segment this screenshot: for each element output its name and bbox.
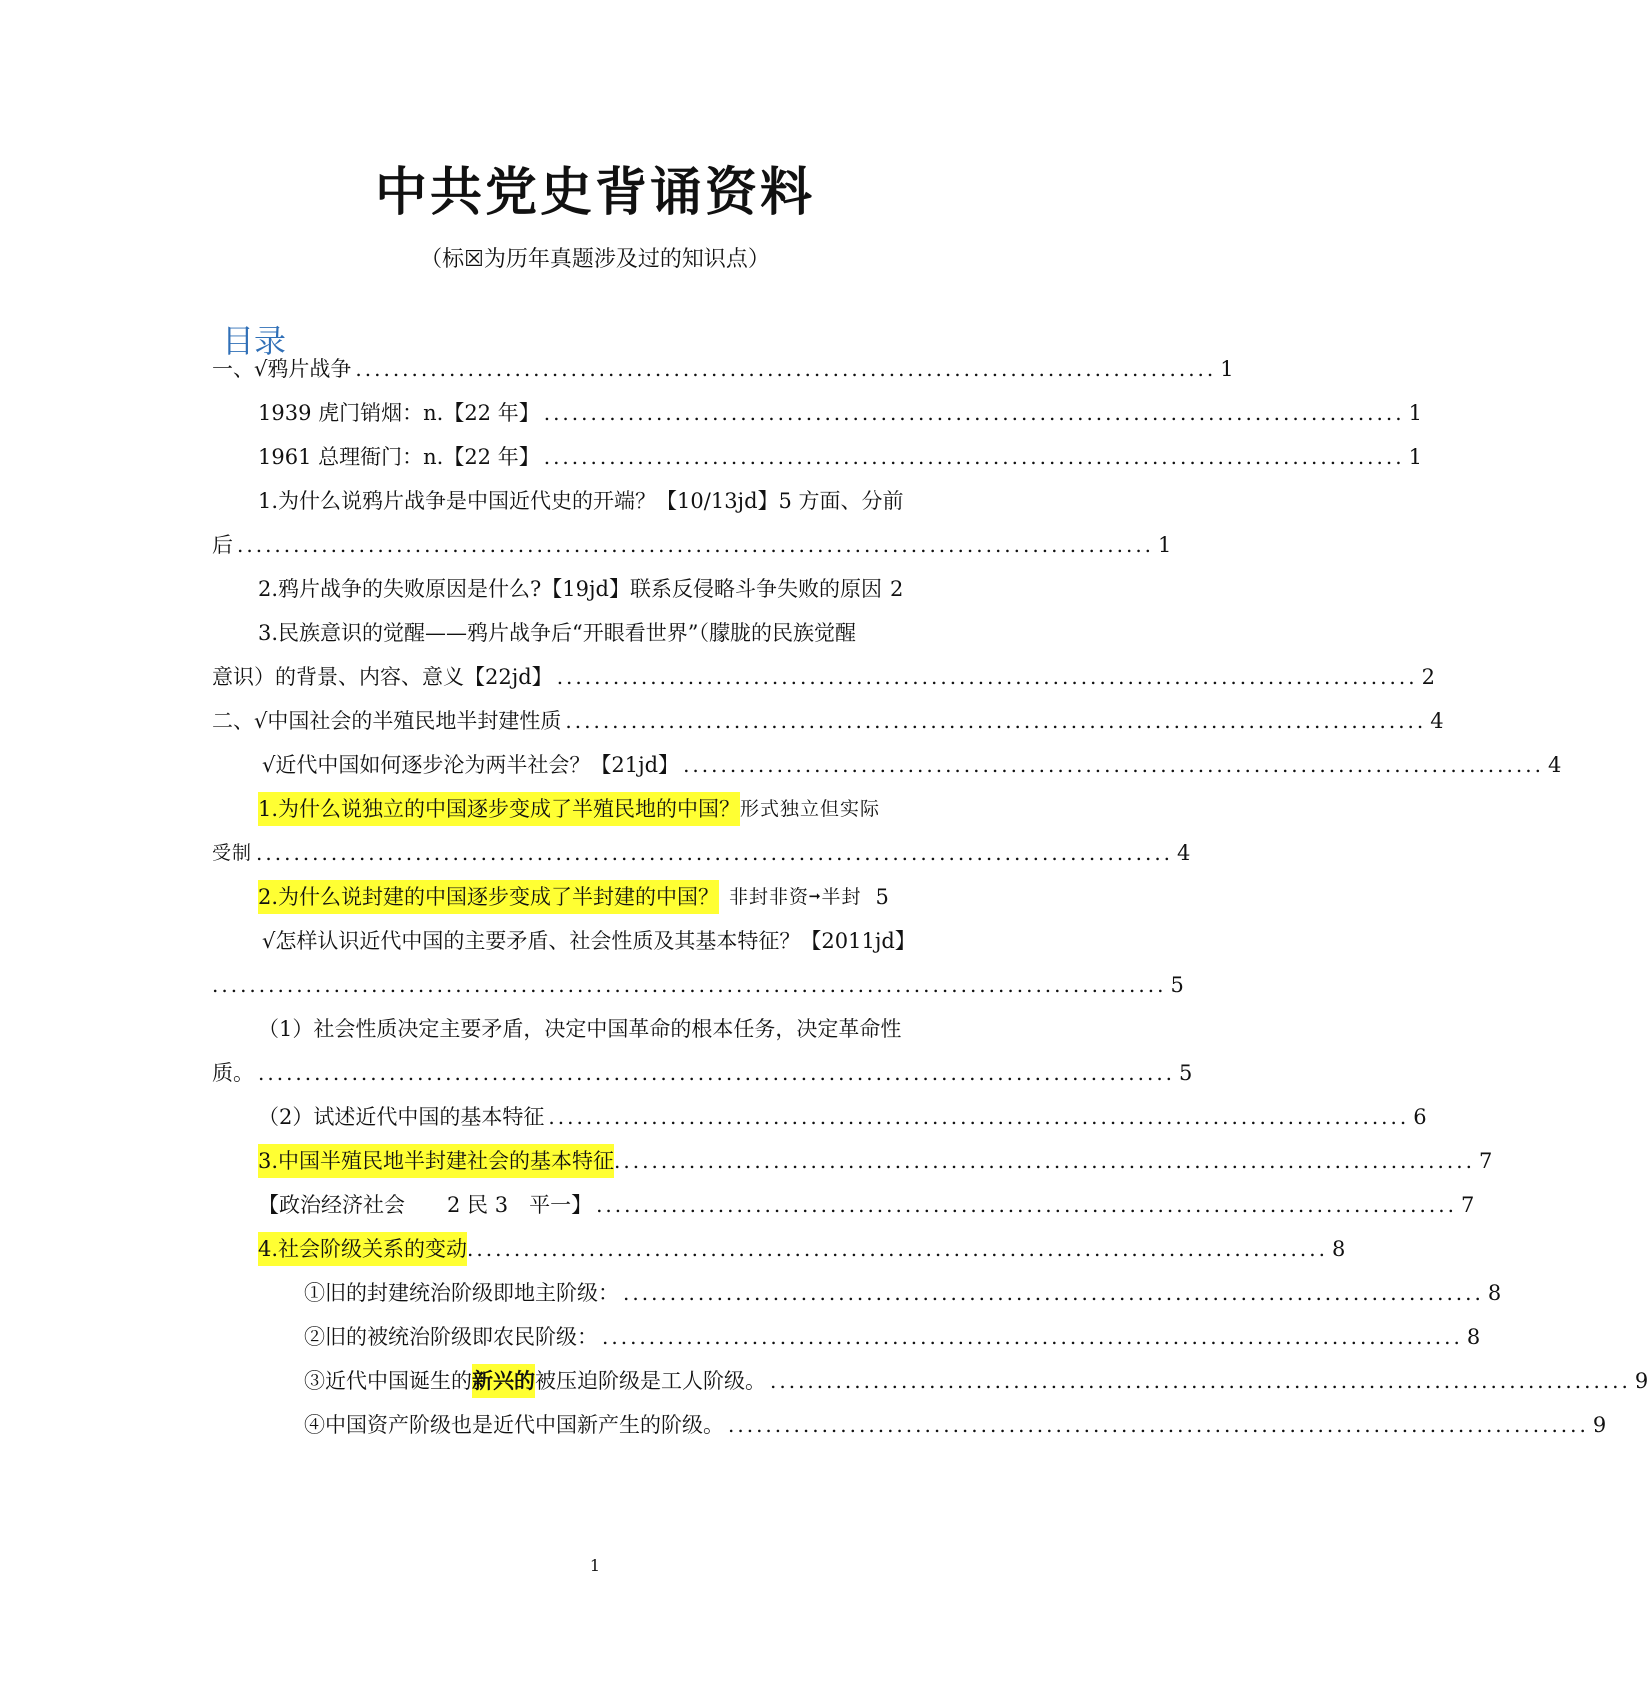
- toc-entry-text: ④中国资产阶级也是近代中国新产生的阶级。: [304, 1413, 724, 1437]
- toc-entry-page: 5: [1170, 973, 1184, 997]
- toc-entry-text: （2）试述近代中国的基本特征: [258, 1105, 545, 1129]
- dot-leader: ............................................................................................: [543, 401, 1405, 425]
- toc-entry-note: 非封非资➞半封: [729, 886, 862, 908]
- toc-entry-text: 1.为什么说鸦片战争是中国近代史的开端？【10/13jd】5 方面、分前: [258, 489, 904, 513]
- toc-entry[interactable]: [212, 352, 1234, 386]
- document-title: 中共党史背诵资料: [374, 163, 815, 223]
- dot-leader: ......................................................................................................: [212, 973, 1167, 997]
- dot-leader: ............................................................................................: [614, 1149, 1475, 1173]
- dot-leader: ............................................................................................: [543, 445, 1405, 469]
- toc-entry[interactable]: [258, 484, 944, 518]
- toc-entry-page: 4: [1430, 709, 1444, 733]
- toc-entry[interactable]: [258, 572, 944, 606]
- toc-entry-text: √中国社会的半殖民地半封建性质: [254, 709, 562, 733]
- toc-entry-note: 形式独立但实际: [740, 798, 881, 820]
- toc-entry-page: 1: [1158, 533, 1172, 557]
- toc-entry-continuation[interactable]: [212, 836, 1191, 870]
- toc-entry-page: 2: [1421, 665, 1435, 689]
- toc-entry-note: 受制: [212, 842, 253, 864]
- toc-entry[interactable]: [258, 1144, 1493, 1178]
- toc-entry[interactable]: [258, 1012, 944, 1046]
- dot-leader: ............................................................................................: [602, 1325, 1463, 1349]
- toc-entry-text: √怎样认识近代中国的主要矛盾、社会性质及其基本特征？【2011jd】: [262, 929, 916, 953]
- toc-entry[interactable]: [304, 1408, 1607, 1442]
- toc-entry[interactable]: [262, 924, 944, 958]
- toc-entry-text: 后: [212, 533, 233, 557]
- toc-entry-text: ①旧的封建统治阶级即地主阶级：: [304, 1281, 619, 1305]
- toc-entry-prefix: 一、: [212, 357, 254, 381]
- dot-leader: ............................................................................................: [596, 1193, 1457, 1217]
- toc-entry-page: 4: [1177, 841, 1191, 865]
- toc-entry[interactable]: [258, 880, 944, 914]
- toc-entry-text: ②旧的被统治阶级即农民阶级：: [304, 1325, 598, 1349]
- toc-entry-text: 意识）的背景、内容、意义【22jd】: [212, 665, 553, 689]
- toc-entry-continuation[interactable]: [212, 1056, 1193, 1090]
- toc-entry-page: 1: [1220, 357, 1234, 381]
- toc-entry-page: 7: [1478, 1149, 1493, 1173]
- toc-entry-text: 被压迫阶级是工人阶级。: [535, 1369, 766, 1393]
- highlighted-text: 3.中国半殖民地半封建社会的基本特征: [258, 1144, 614, 1178]
- toc-entry-text: 【政治经济社会 2 民 3 平一】: [258, 1193, 593, 1217]
- dot-leader: ............................................................................................: [467, 1237, 1328, 1261]
- dot-leader: ............................................................................................: [623, 1281, 1484, 1305]
- dot-leader: ............................................................................................: [683, 753, 1544, 777]
- toc-entry-page: 2: [889, 577, 904, 601]
- dot-leader: ............................................................................................: [728, 1413, 1589, 1437]
- toc-entry[interactable]: [258, 396, 1422, 430]
- toc-entry[interactable]: [258, 440, 1422, 474]
- toc-entry-page: 9: [1592, 1413, 1607, 1437]
- toc-entry-text: （1）社会性质决定主要矛盾，决定中国革命的根本任务，决定革命性: [258, 1017, 902, 1041]
- toc-entry-page: 6: [1413, 1105, 1427, 1129]
- toc-entry-page: 8: [1331, 1237, 1346, 1261]
- toc-entry-text: 2.鸦片战争的失败原因是什么?【19jd】联系反侵略斗争失败的原因: [258, 577, 882, 601]
- toc-entry-text: √近代中国如何逐步沦为两半社会？【21jd】: [262, 753, 680, 777]
- dot-leader: ............................................................................................: [565, 709, 1427, 733]
- highlighted-text: 新兴的: [472, 1364, 535, 1398]
- toc-entry[interactable]: [212, 704, 1444, 738]
- toc-entry-text: 3.民族意识的觉醒——鸦片战争后“开眼看世界”（朦胧的民族觉醒: [258, 621, 857, 645]
- dot-leader: ..................................................................................................: [256, 841, 1174, 865]
- dot-leader: ..................................................................................................: [237, 533, 1155, 557]
- toc-entry-prefix: 二、: [212, 709, 254, 733]
- toc-entry[interactable]: [262, 748, 1562, 782]
- toc-entry[interactable]: [258, 1232, 1346, 1266]
- toc-entry[interactable]: [258, 1188, 1475, 1222]
- toc-entry-page: 7: [1460, 1193, 1475, 1217]
- toc-entry-page: 4: [1547, 753, 1562, 777]
- toc-entry-page: 1: [1408, 401, 1422, 425]
- highlighted-text: 2.为什么说封建的中国逐步变成了半封建的中国？: [258, 880, 719, 914]
- page-number: 1: [589, 1556, 601, 1575]
- toc-entry[interactable]: [304, 1364, 1648, 1398]
- toc-entry-text: 1939 虎门销烟：n.【22 年】: [258, 401, 540, 425]
- toc-entry-page: 8: [1487, 1281, 1502, 1305]
- toc-entry-text: √鸦片战争: [254, 357, 352, 381]
- toc-entry-page: 9: [1634, 1369, 1648, 1393]
- toc-entry-text: 1961 总理衙门：n.【22 年】: [258, 445, 540, 469]
- dot-leader: ............................................................................................: [770, 1369, 1631, 1393]
- toc-entry-text: ③近代中国诞生的: [304, 1369, 472, 1393]
- toc-entry-page: 5: [875, 885, 889, 909]
- toc-entry[interactable]: [258, 616, 944, 650]
- toc-heading: 目录: [222, 322, 287, 360]
- toc-entry[interactable]: [258, 1100, 1427, 1134]
- highlighted-text: 1.为什么说独立的中国逐步变成了半殖民地的中国？: [258, 792, 740, 826]
- toc-entry[interactable]: [304, 1276, 1502, 1310]
- toc-entry-page: 1: [1408, 445, 1422, 469]
- toc-entry-continuation[interactable]: [212, 660, 1435, 694]
- dot-leader: ..................................................................................................: [258, 1061, 1176, 1085]
- toc-entry[interactable]: [304, 1320, 1481, 1354]
- toc-entry-continuation[interactable]: [212, 968, 1184, 1002]
- highlighted-text: 4.社会阶级关系的变动: [258, 1232, 467, 1266]
- toc-entry-page: 8: [1466, 1325, 1481, 1349]
- document-subtitle: （标☒为历年真题涉及过的知识点）: [420, 247, 770, 272]
- toc-entry[interactable]: [258, 792, 944, 826]
- toc-entry-continuation[interactable]: [212, 528, 1172, 562]
- dot-leader: ............................................................................................: [355, 357, 1217, 381]
- dot-leader: ............................................................................................: [548, 1105, 1410, 1129]
- toc-entry-text: 质。: [212, 1061, 254, 1085]
- dot-leader: ............................................................................................: [556, 665, 1418, 689]
- toc-entry-page: 5: [1179, 1061, 1193, 1085]
